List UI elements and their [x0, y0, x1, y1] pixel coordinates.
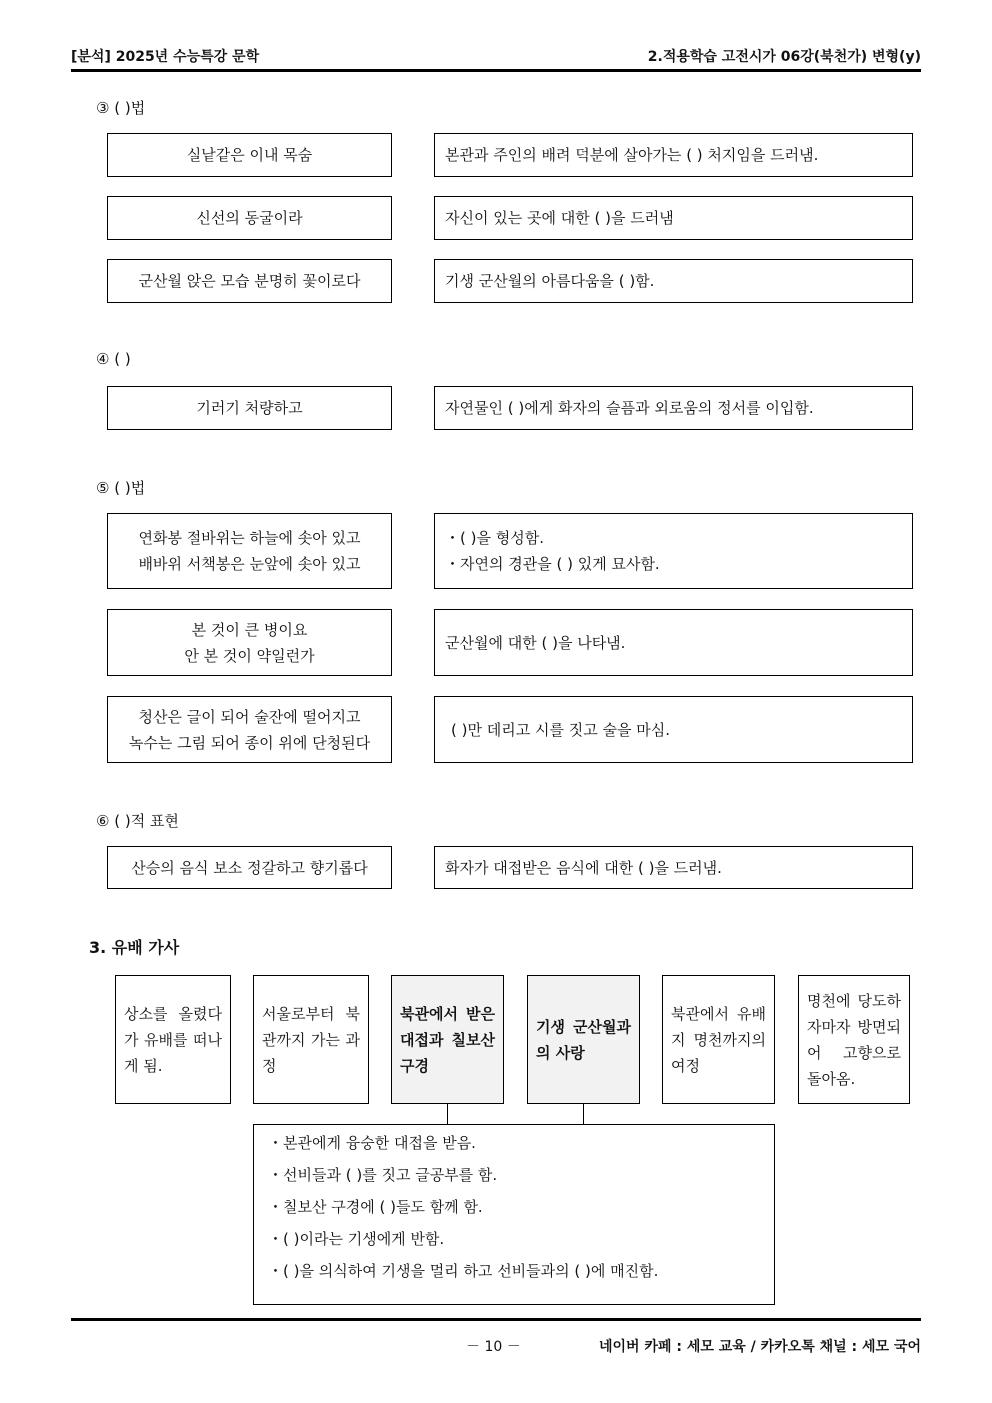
section-6-title: ⑥ ( )적 표현 [96, 812, 179, 830]
analysis-box: 본관과 주인의 배려 덕분에 살아가는 ( ) 처지임을 드러냄. [434, 133, 913, 177]
quote-line: 청산은 글이 되어 술잔에 떨어지고 [138, 707, 361, 726]
quote-line: 본 것이 큰 병이요 [191, 620, 308, 639]
detail-box [253, 1124, 775, 1305]
section-4-title: ④ ( ) [96, 350, 131, 368]
analysis-box [434, 513, 913, 589]
quote-box: 기러기 처량하고 [107, 386, 392, 430]
detail-item: ・( )을 의식하여 기생을 멀리 하고 선비들과의 ( )에 매진함. [268, 1262, 659, 1280]
quote-box: 산승의 음식 보소 정갈하고 향기롭다 [107, 846, 392, 889]
flow-box-6: 명천에 당도하자마자 방면되어 고향으로 돌아옴. [798, 975, 910, 1104]
analysis-box: 화자가 대접받은 음식에 대한 ( )을 드러냄. [434, 846, 913, 889]
footer-rule [71, 1318, 921, 1321]
quote-box [107, 609, 392, 676]
header-left: [분석] 2025년 수능특강 문학 [71, 49, 260, 65]
header-rule [71, 69, 921, 72]
quote-box [107, 696, 392, 763]
detail-item: ・본관에게 융숭한 대접을 받음. [268, 1134, 476, 1152]
quote-box: 실낱같은 이내 목숨 [107, 133, 392, 177]
flow-box-5: 북관에서 유배지 명천까지의 여정 [662, 975, 775, 1104]
flow-box-2: 서울로부터 북관까지 가는 과정 [253, 975, 369, 1104]
flow-box-1: 상소를 올렸다가 유배를 떠나게 됨. [115, 975, 231, 1104]
connector-line [447, 1104, 448, 1124]
page-number: － 10 － [466, 1339, 521, 1355]
analysis-box: 자연물인 ( )에게 화자의 슬픔과 외로움의 정서를 이입함. [434, 386, 913, 430]
quote-line: 연화봉 절바위는 하늘에 솟아 있고 [138, 529, 361, 547]
part-3-heading: 3. 유배 가사 [89, 938, 180, 957]
flow-box-3: 북관에서 받은 대접과 칠보산 구경 [391, 975, 504, 1104]
detail-item: ・선비들과 ( )를 짓고 글공부를 함. [268, 1166, 498, 1184]
analysis-box: ( )만 데리고 시를 짓고 술을 마심. [434, 696, 913, 763]
flow-box-4: 기생 군산월과의 사랑 [527, 975, 640, 1104]
detail-item: ・칠보산 구경에 ( )들도 함께 함. [268, 1198, 483, 1216]
analysis-line: ・( )을 형성함. [445, 529, 544, 547]
section-5-title: ⑤ ( )법 [96, 479, 146, 497]
analysis-box: 자신이 있는 곳에 대한 ( )을 드러냄 [434, 196, 913, 240]
quote-line: 안 본 것이 약일런가 [184, 646, 315, 665]
header-right: 2.적용학습 고전시가 06강(북천가) 변형(y) [647, 49, 921, 65]
detail-item: ・( )이라는 기생에게 반함. [268, 1230, 445, 1248]
analysis-box: 군산월에 대한 ( )을 나타냄. [434, 609, 913, 676]
analysis-line: ・자연의 경관을 ( ) 있게 묘사함. [445, 555, 660, 573]
quote-line: 녹수는 그림 되어 종이 위에 단청된다 [128, 733, 371, 752]
footer-channel: 네이버 카페 : 세모 교육 / 카카오톡 채널 : 세모 국어 [598, 1339, 921, 1355]
analysis-box: 기생 군산월의 아름다움을 ( )함. [434, 259, 913, 303]
quote-box: 신선의 동굴이라 [107, 196, 392, 240]
quote-line: 배바위 서책봉은 눈앞에 솟아 있고 [138, 555, 361, 573]
quote-box: 군산월 앉은 모습 분명히 꽃이로다 [107, 259, 392, 303]
section-3-title: ③ ( )법 [96, 99, 146, 117]
connector-line [583, 1104, 584, 1124]
quote-box [107, 513, 392, 589]
